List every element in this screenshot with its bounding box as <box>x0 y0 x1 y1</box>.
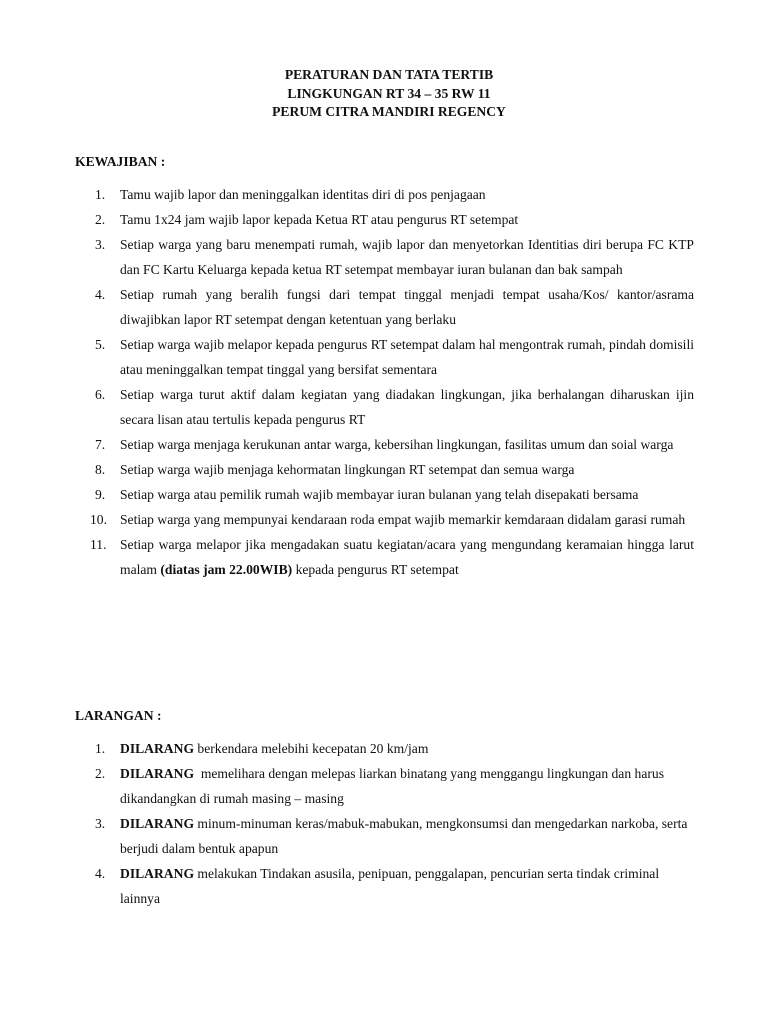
item-number: 7. <box>95 437 106 452</box>
item-number: 6. <box>95 387 106 402</box>
item-keyword: DILARANG <box>120 741 195 756</box>
item-number: 8. <box>95 462 106 477</box>
item-text: Setiap warga yang baru menempati rumah, wajib lapor dan menyetorkan Identitias diri berupa FC KTP dan FC Kartu Keluarga kepada ketua RT setempat membayar iuran bulanan dan bak sampah <box>120 237 694 277</box>
title-line-1: PERATURAN DAN TATA TERTIB <box>284 67 494 82</box>
item-number: 2. <box>95 766 106 781</box>
item-text <box>120 861 694 911</box>
list-item <box>0 282 768 332</box>
item-number: 4. <box>95 287 106 302</box>
item-number: 1. <box>95 741 106 756</box>
list-item <box>0 811 768 861</box>
list-item <box>0 432 768 457</box>
item-number: 1. <box>95 187 106 202</box>
item-text-part: berkendara melebihi kecepatan 20 km/jam <box>194 741 429 756</box>
kewajiban-list <box>0 182 768 582</box>
kewajiban-heading: KEWAJIBAN : <box>75 154 166 169</box>
item-text <box>120 761 694 811</box>
item-keyword: DILARANG <box>120 766 195 781</box>
item-number: 2. <box>95 212 106 227</box>
item-number: 5. <box>95 337 106 352</box>
item-keyword: DILARANG <box>120 866 195 881</box>
list-item <box>0 532 768 582</box>
list-item <box>0 182 768 207</box>
list-item <box>0 232 768 282</box>
item-text-part: kepada pengurus RT setempat <box>292 562 459 577</box>
item-text: Setiap warga menjaga kerukunan antar warga, kebersihan lingkungan, fasilitas umum dan soial warga <box>120 437 674 452</box>
item-text: Setiap warga turut aktif dalam kegiatan yang diadakan lingkungan, jika berhalangan diharuskan ijin secara lisan atau tertulis kepada pengurus RT <box>120 387 694 427</box>
list-item <box>0 332 768 382</box>
item-text <box>120 736 694 761</box>
item-text <box>120 811 694 861</box>
item-text-part: memelihara dengan melepas liarkan binatang yang menggangu lingkungan dan harus dikandangkan di rumah masing – masing <box>120 766 668 806</box>
list-item <box>0 507 768 532</box>
item-text-part: minum-minuman keras/mabuk-mabukan, mengkonsumsi dan mengedarkan narkoba, serta berjudi dalam bentuk apapun <box>120 816 691 856</box>
item-text: Setiap warga atau pemilik rumah wajib membayar iuran bulanan yang telah disepakati bersama <box>120 487 639 502</box>
item-text: Setiap rumah yang beralih fungsi dari tempat tinggal menjadi tempat usaha/Kos/ kantor/asrama diwajibkan lapor RT setempat dengan ketentuan yang berlaku <box>120 287 694 327</box>
list-item <box>0 736 768 761</box>
item-number: 9. <box>95 487 106 502</box>
item-text: Setiap warga yang mempunyai kendaraan roda empat wajib memarkir kemdaraan didalam garasi rumah <box>120 512 686 527</box>
item-text-part: Setiap warga melapor jika mengadakan suatu kegiatan/acara yang mengundang keramaian hingga larut malam <box>120 537 694 577</box>
list-item <box>0 382 768 432</box>
item-text-part: melakukan Tindakan asusila, penipuan, penggalapan, pencurian serta tindak criminal lainnya <box>120 866 663 906</box>
larangan-list <box>0 736 768 911</box>
item-text <box>120 532 694 582</box>
item-text-bold: (diatas jam 22.00WIB) <box>160 562 293 577</box>
item-text: Setiap warga wajib melapor kepada pengurus RT setempat dalam hal mengontrak rumah, pindah domisili atau meninggalkan tempat tinggal yang bersifat sementara <box>120 337 694 377</box>
item-text: Setiap warga wajib menjaga kehormatan lingkungan RT setempat dan semua warga <box>120 462 575 477</box>
item-number: 10. <box>90 512 107 527</box>
list-item <box>0 207 768 232</box>
document-title <box>0 66 768 122</box>
list-item <box>0 482 768 507</box>
list-item <box>0 861 768 911</box>
larangan-heading: LARANGAN : <box>75 708 162 723</box>
item-text: Tamu wajib lapor dan meninggalkan identitas diri di pos penjagaan <box>120 187 486 202</box>
list-item <box>0 457 768 482</box>
list-item <box>0 761 768 811</box>
item-number: 3. <box>95 816 106 831</box>
title-line-2: LINGKUNGAN RT 34 – 35 RW 11 <box>287 85 491 101</box>
item-text: Tamu 1x24 jam wajib lapor kepada Ketua RT atau pengurus RT setempat <box>120 212 519 227</box>
item-number: 4. <box>95 866 106 881</box>
item-number: 11. <box>90 537 107 552</box>
item-keyword: DILARANG <box>120 816 195 831</box>
title-line-3: PERUM CITRA MANDIRI REGENCY <box>272 104 506 119</box>
item-number: 3. <box>95 237 106 252</box>
